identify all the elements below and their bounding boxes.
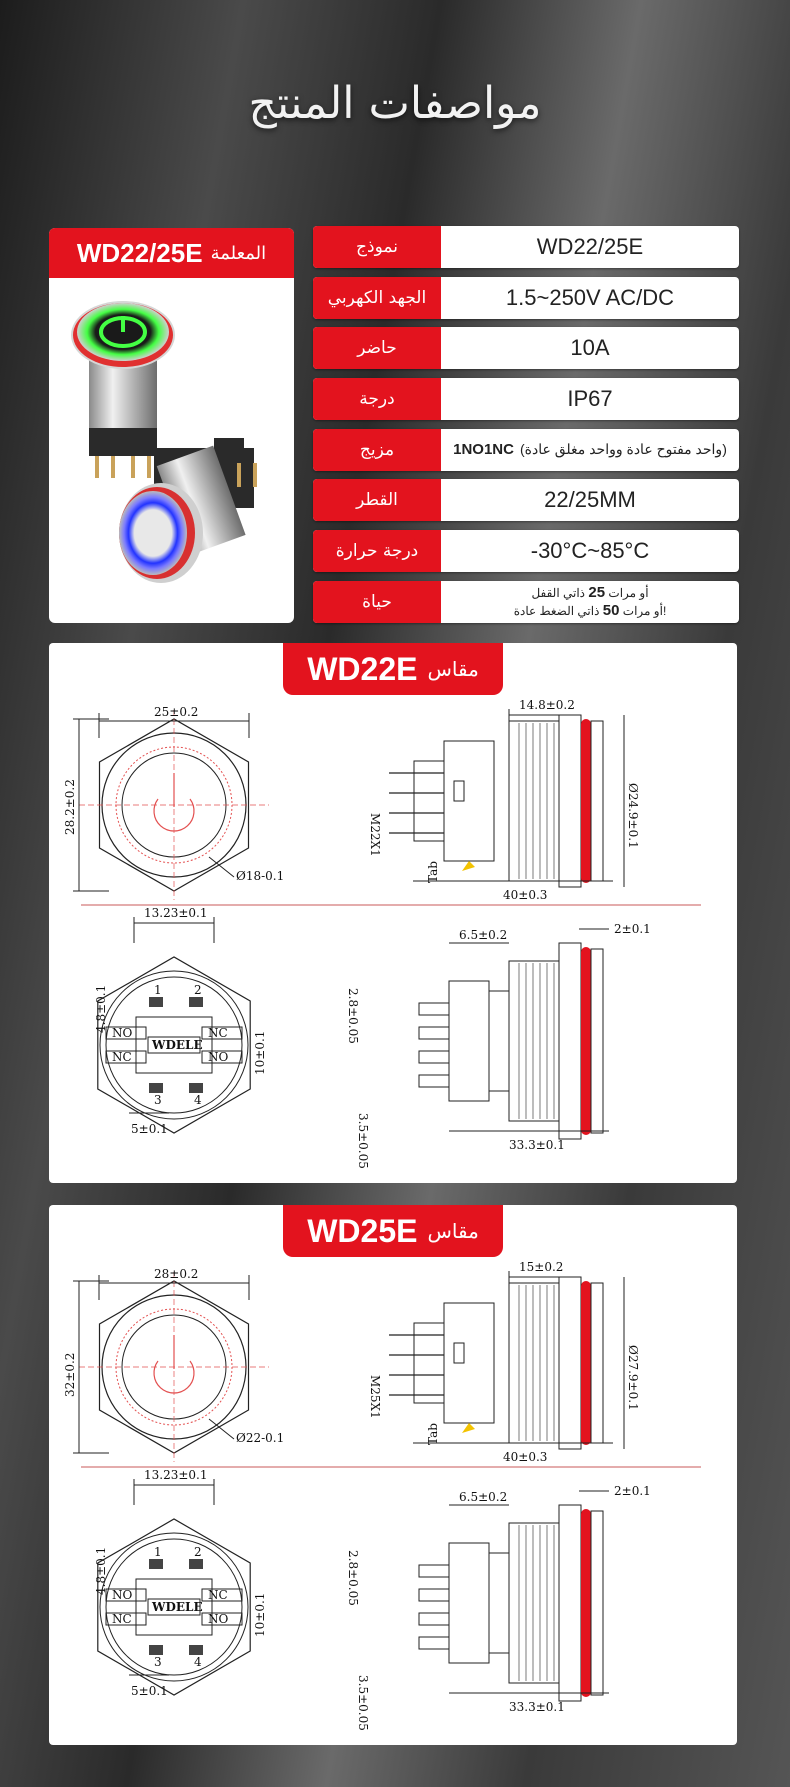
dim-diameter: Ø27.9±0.1: [626, 1345, 640, 1411]
label-no: NO: [112, 1588, 133, 1602]
panel-label: مقاس: [427, 1219, 479, 1243]
label-1: 1: [154, 983, 162, 997]
dim-pin-span: 13.23±0.1: [144, 906, 208, 920]
technical-drawing: [49, 643, 737, 1183]
brand-label: WDELE: [152, 1600, 203, 1614]
spec-value-note: (واحد مفتوح عادة وواحد مغلق عادة): [519, 441, 727, 458]
panel-label: مقاس: [427, 657, 479, 681]
product-model: WD22/25E: [76, 237, 203, 268]
product-header: [49, 228, 294, 278]
spec-row-current: [313, 327, 739, 369]
dim-body: 33.3±0.1: [509, 1138, 565, 1152]
dim-pin-h: 10±0.1: [253, 1592, 267, 1637]
spec-label: نموذج: [313, 226, 441, 268]
dim-pin-h: 10±0.1: [253, 1030, 267, 1075]
terminal: [149, 1083, 163, 1093]
spec-value: -30°C~85°C: [530, 538, 650, 564]
life-line-2: أو مرات 50 ذاتي الضغط عادة!: [513, 601, 667, 619]
spec-value: 10A: [570, 335, 610, 361]
spec-table: [313, 226, 739, 632]
dim-body: 33.3±0.1: [509, 1700, 565, 1714]
pin: [419, 1637, 449, 1649]
terminal: [189, 997, 203, 1007]
pin: [419, 1589, 449, 1601]
spec-label: حياة: [313, 581, 441, 623]
terminal: [149, 1559, 163, 1569]
dim-flange: 2±0.1: [614, 922, 651, 936]
spec-row-life: [313, 581, 739, 623]
label-4: 4: [194, 1093, 202, 1107]
red-seal-ring: [581, 719, 591, 883]
spec-label: مزيج: [313, 429, 441, 471]
spec-label: درجة: [313, 378, 441, 420]
spec-value: WD22/25E: [536, 234, 644, 259]
terminal: [189, 1645, 203, 1655]
dim-pin-gap: 3.5±0.05: [356, 1113, 370, 1169]
red-seal-ring: [581, 947, 591, 1135]
dim-height: 32±0.2: [63, 1352, 77, 1397]
dim-pin-v: 4.8±0.1: [94, 1546, 108, 1595]
dim-width: 25±0.2: [154, 705, 199, 719]
pin: [419, 1565, 449, 1577]
spec-value: [441, 581, 739, 623]
dim-inner: Ø22-0.1: [236, 1431, 285, 1445]
life-line-1: أو مرات 25 ذاتي القفل: [531, 583, 649, 601]
dim-pin-w: 5±0.1: [131, 1684, 168, 1698]
dim-pin-w: 5±0.1: [131, 1122, 168, 1136]
dim-height: 28.2±0.2: [63, 779, 77, 835]
dim-pin-v: 4.8±0.1: [94, 984, 108, 1033]
label-nc: NC: [208, 1026, 228, 1040]
drawing-panel-wd22e: [49, 643, 737, 1183]
dim-pin-len: 6.5±0.2: [459, 928, 508, 942]
pin: [419, 1613, 449, 1625]
label-3: 3: [154, 1655, 162, 1669]
spec-value: 1.5~250V AC/DC: [505, 284, 675, 310]
pin: [419, 1075, 449, 1087]
dim-tab: Tab: [426, 1423, 440, 1445]
label-no: NO: [208, 1050, 229, 1064]
dim-pin-t: 2.8±0.05: [346, 988, 360, 1044]
product-card: [49, 228, 294, 623]
dim-length: 40±0.3: [503, 888, 548, 902]
panel-model: WD22E: [307, 650, 418, 687]
dim-length: 40±0.3: [503, 1450, 548, 1464]
pin: [419, 1051, 449, 1063]
spec-label: الجهد الكهربي: [313, 277, 441, 319]
label-nc: NC: [112, 1612, 132, 1626]
tab-marker: [462, 1423, 475, 1433]
dim-width: 28±0.2: [154, 1267, 199, 1281]
label-nc: NC: [112, 1050, 132, 1064]
spec-row-combination: [313, 429, 739, 471]
dim-thread: M25X1: [368, 1375, 382, 1419]
pin: [419, 1027, 449, 1039]
dim-pin-t: 2.8±0.05: [346, 1550, 360, 1606]
dim-thread: M22X1: [368, 813, 382, 857]
terminal: [149, 1645, 163, 1655]
spec-label: القطر: [313, 479, 441, 521]
spec-row-temperature: [313, 530, 739, 572]
dim-pin-span: 13.23±0.1: [144, 1468, 208, 1482]
terminal: [149, 997, 163, 1007]
product-image: [49, 278, 294, 623]
button-blue-image: [119, 438, 257, 583]
spec-value: IP67: [567, 386, 613, 412]
dim-depth: 15±0.2: [519, 1260, 564, 1274]
label-4: 4: [194, 1655, 202, 1669]
technical-drawing: [49, 1205, 737, 1745]
spec-value: 22/25MM: [544, 487, 636, 513]
dim-pin-len: 6.5±0.2: [459, 1490, 508, 1504]
label-no: NO: [208, 1612, 229, 1626]
red-seal-ring: [581, 1281, 591, 1445]
spec-row-diameter: [313, 479, 739, 521]
label-3: 3: [154, 1093, 162, 1107]
label-1: 1: [154, 1545, 162, 1559]
spec-row-voltage: [313, 277, 739, 319]
label-2: 2: [194, 1545, 202, 1559]
spec-label: درجة حرارة: [313, 530, 441, 572]
spec-row-rating: [313, 378, 739, 420]
drawing-panel-wd25e: [49, 1205, 737, 1745]
dim-tab: Tab: [426, 861, 440, 883]
page-title: مواصفات المنتج: [248, 78, 542, 129]
label-no: NO: [112, 1026, 133, 1040]
spec-value-main: 1NO1NC: [453, 441, 514, 459]
dim-depth: 14.8±0.2: [519, 698, 575, 712]
label-2: 2: [194, 983, 202, 997]
red-seal-ring: [581, 1509, 591, 1697]
panel-model: WD25E: [307, 1212, 418, 1249]
dim-inner: Ø18-0.1: [236, 869, 285, 883]
product-label: المعلمة: [210, 242, 267, 264]
dim-flange: 2±0.1: [614, 1484, 651, 1498]
spec-row-model: [313, 226, 739, 268]
spec-value: [441, 429, 739, 471]
dim-pin-gap: 3.5±0.05: [356, 1675, 370, 1731]
dim-diameter: Ø24.9±0.1: [626, 783, 640, 849]
terminal: [189, 1559, 203, 1569]
pin: [419, 1003, 449, 1015]
label-nc: NC: [208, 1588, 228, 1602]
brand-label: WDELE: [152, 1038, 203, 1052]
spec-label: حاضر: [313, 327, 441, 369]
tab-marker: [462, 861, 475, 871]
terminal: [189, 1083, 203, 1093]
